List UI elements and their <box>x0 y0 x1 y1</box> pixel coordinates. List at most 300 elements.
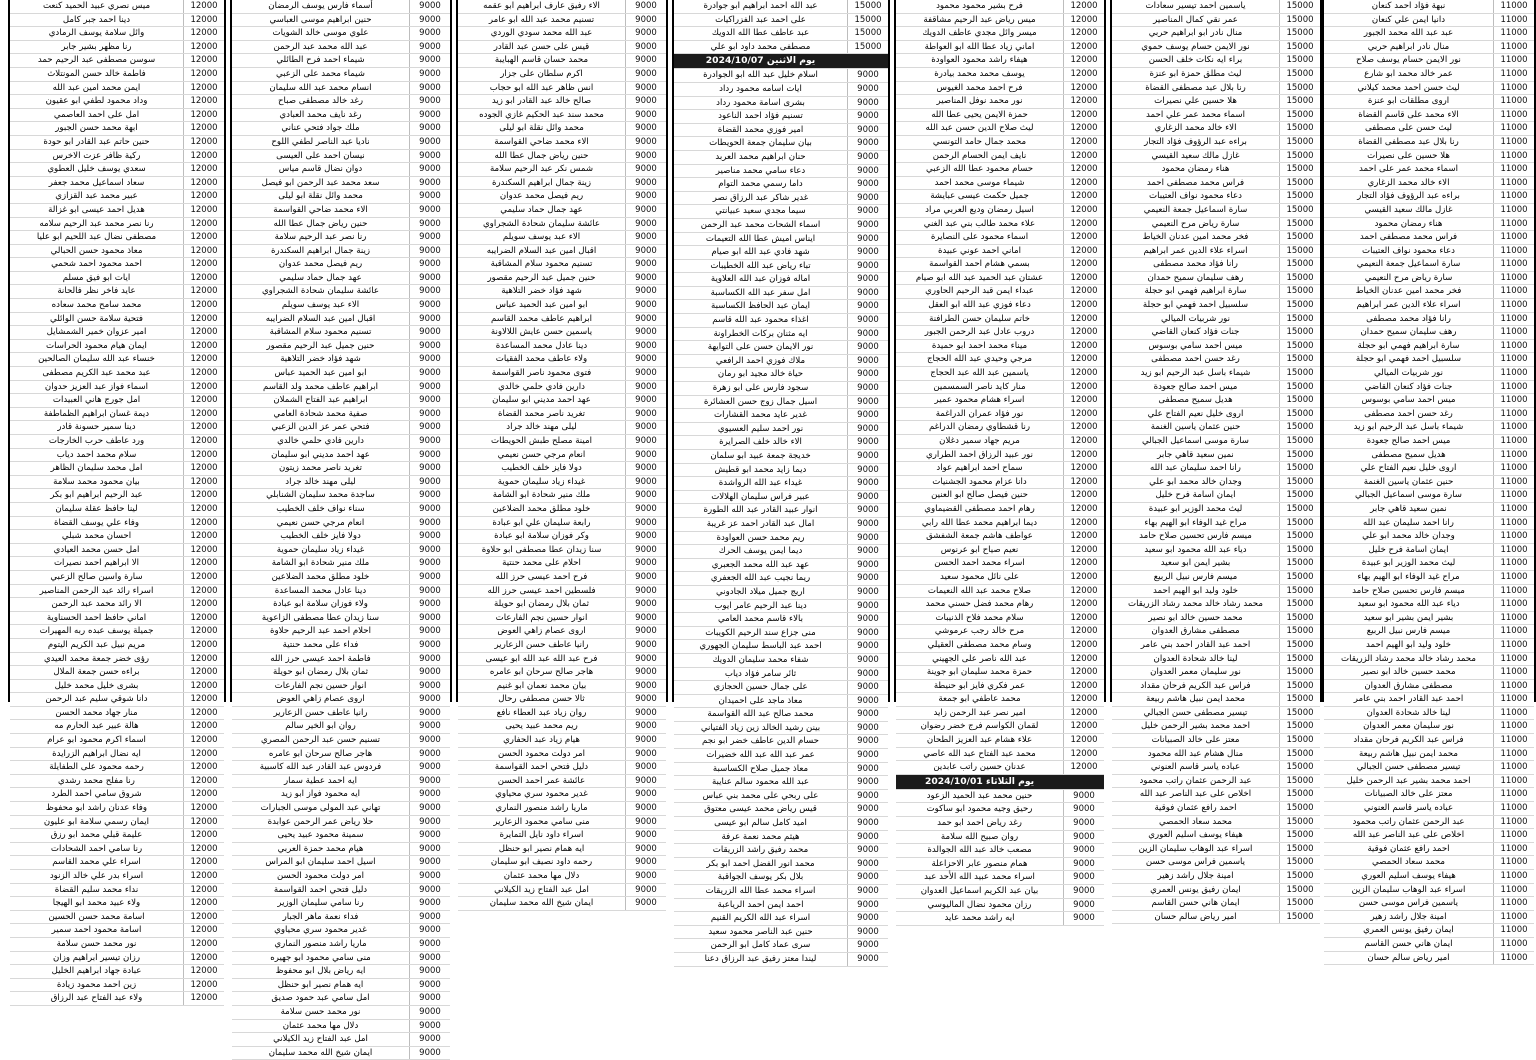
table-row <box>674 749 888 763</box>
name-cell: عبادة جهاد ابراهيم الخليل <box>51 966 142 977</box>
table-row <box>458 639 666 653</box>
name-cell: محمد حسين خالد ابو نصير <box>1148 612 1243 623</box>
table-row <box>232 150 450 164</box>
amount-cell: 11000 <box>1493 693 1534 706</box>
name-cell: ايه رياض بلال ابو محفوظ <box>275 966 366 977</box>
table-row <box>1112 109 1320 123</box>
amount-cell: 9000 <box>625 884 666 897</box>
table-row <box>1324 163 1534 177</box>
table-row <box>232 299 450 313</box>
name-cell: انسام محمد عبد الله سليمان <box>269 82 372 93</box>
amount-cell: 12000 <box>183 299 224 312</box>
name-cell: فتحي عمر عز الدين الزعبي <box>271 422 370 433</box>
name-cell: ميسم فارس تحسين صلاح حامد <box>1352 585 1465 596</box>
table-row <box>10 816 224 830</box>
amount-cell: 9000 <box>847 586 888 599</box>
amount-cell: 9000 <box>625 666 666 679</box>
table-row <box>232 231 450 245</box>
name-cell: ديمة غسان ابراهيم الظماطفة <box>43 408 150 419</box>
table-row <box>10 720 224 734</box>
amount-cell: 9000 <box>409 258 450 271</box>
name-cell: قيس على حسن عبد القادر <box>493 41 590 52</box>
table-row <box>1112 394 1320 408</box>
name-cell: انعام مرجي حسن نعيمي <box>276 517 365 528</box>
name-cell: بيان محمد نعمان ابو غنيم <box>496 680 587 691</box>
name-cell: رنا بلال عبد مصطفى القضاة <box>1145 82 1246 93</box>
table-row <box>674 817 888 831</box>
table-row <box>674 871 888 885</box>
table-row <box>458 163 666 177</box>
table-row <box>10 367 224 381</box>
name-cell: دعاء محمود نواف العتيبات <box>1362 245 1455 256</box>
table-row <box>232 897 450 911</box>
name-cell: اسراء عبد الوهاب سليمان الزين <box>1351 884 1466 895</box>
amount-cell: 15000 <box>1279 639 1320 652</box>
name-cell: امل حسن محمد العيادي <box>53 544 140 555</box>
table-row <box>232 748 450 762</box>
name-cell: امير نصر عبد الرحمن زايد <box>933 707 1026 718</box>
amount-cell: 12000 <box>183 693 224 706</box>
date-header-row <box>674 54 888 69</box>
table-row <box>232 313 450 327</box>
table-row <box>10 299 224 313</box>
amount-cell: 15000 <box>1279 258 1320 271</box>
name-cell: الاء محمد على قاسم القضاة <box>1358 109 1459 120</box>
table-row <box>896 41 1104 55</box>
table-row <box>10 421 224 435</box>
name-cell: ساجدة محمد سليمان الشنابلي <box>266 490 375 501</box>
table-row <box>1324 367 1534 381</box>
name-cell: الاء عبد يوسف سويلم <box>502 232 581 243</box>
name-cell: ماريا راشد منصور النماري <box>495 803 588 814</box>
table-row <box>1324 517 1534 531</box>
table-row <box>232 27 450 41</box>
table-row <box>458 870 666 884</box>
name-cell: ميسم فارس نبيل الربيع <box>1153 571 1238 582</box>
amount-cell: 12000 <box>1063 54 1104 67</box>
amount-cell: 9000 <box>625 231 666 244</box>
amount-cell: 15000 <box>1279 517 1320 530</box>
table-row <box>232 204 450 218</box>
names-column-2 <box>230 0 452 1058</box>
amount-cell: 9000 <box>409 190 450 203</box>
table-row <box>10 870 224 884</box>
amount-cell: 11000 <box>1493 775 1534 788</box>
amount-cell: 12000 <box>1063 177 1104 190</box>
table-row <box>232 992 450 1006</box>
amount-cell: 11000 <box>1493 598 1534 611</box>
table-row <box>1324 938 1534 952</box>
name-cell: محمد جمال حامد التونسي <box>932 136 1027 147</box>
name-cell: لينا خالد شحادة العدوان <box>1153 653 1238 664</box>
name-cell: نور شربيات الميالي <box>1373 368 1444 379</box>
name-cell: خنساء عبد الله سليمان الصالحين <box>38 354 155 365</box>
amount-cell: 9000 <box>409 992 450 1005</box>
amount-cell: 9000 <box>409 272 450 285</box>
table-row <box>458 653 666 667</box>
name-cell: دروب عادل عبد الرحمن الجبور <box>924 327 1035 338</box>
name-cell: رهف سليمان سميح حمدان <box>1360 327 1457 338</box>
table-row <box>896 912 1104 926</box>
table-row <box>232 1033 450 1047</box>
amount-cell: 9000 <box>625 476 666 489</box>
amount-cell: 9000 <box>1063 844 1104 857</box>
name-cell: محمد سند عبد الحكيم غازي الجوده <box>479 109 604 120</box>
table-row <box>896 367 1104 381</box>
amount-cell: 9000 <box>409 680 450 693</box>
name-cell: ورد عاطف حرب الخارجات <box>48 436 145 446</box>
amount-cell: 9000 <box>409 245 450 258</box>
name-cell: ملك منير شحادة ابو الشامة <box>492 490 591 501</box>
table-row <box>232 14 450 28</box>
amount-cell: 11000 <box>1493 122 1534 135</box>
name-cell: امر دولت محمود الحسن <box>276 871 365 881</box>
name-cell: عمر عبد الله عبد الله خضيرات <box>706 750 815 761</box>
table-row <box>896 245 1104 259</box>
name-cell: سنا زيدان عطا مصطفى الزاعوية <box>261 612 380 623</box>
amount-cell: 9000 <box>847 396 888 409</box>
table-row <box>458 381 666 395</box>
amount-cell: 9000 <box>409 27 450 40</box>
name-cell: بشير ايمن بشير ابو سعيد <box>1363 612 1454 623</box>
amount-cell: 9000 <box>409 326 450 339</box>
name-cell: شيماء محمد على الزعبي <box>275 68 365 79</box>
amount-cell: 9000 <box>847 504 888 517</box>
table-row <box>896 0 1104 14</box>
name-cell: رهام احمد مصطفى القضيماوي <box>924 503 1035 514</box>
table-row <box>674 491 888 505</box>
table-row <box>10 544 224 558</box>
table-row <box>1324 340 1534 354</box>
name-cell: مرجي وحيدي عبد الله الحجاج <box>927 354 1032 365</box>
table-row <box>10 775 224 789</box>
table-row <box>10 489 224 503</box>
amount-cell: 11000 <box>1493 707 1534 720</box>
name-cell: ايه احمد عطية سمار <box>283 775 358 786</box>
amount-cell: 12000 <box>183 449 224 462</box>
name-cell: لينا حافظ عقلة سليمان <box>55 503 138 514</box>
table-row <box>232 82 450 96</box>
name-cell: خلود مطلق محمد الضلاعين <box>492 503 591 514</box>
table-row <box>232 421 450 435</box>
table-row <box>1112 163 1320 177</box>
amount-cell: 15000 <box>1279 353 1320 366</box>
amount-cell: 9000 <box>625 109 666 122</box>
name-cell: هلا حسين على نصيرات <box>1367 150 1450 161</box>
name-cell: فراس عبد الكريم فرحان مقداد <box>1140 680 1251 691</box>
name-cell: ايمان شيخ الله محمد سليمان <box>268 1047 373 1058</box>
amount-cell: 9000 <box>847 341 888 354</box>
name-cell: شهد فؤاد خضر التلاهية <box>501 286 582 297</box>
amount-cell: 9000 <box>409 285 450 298</box>
table-row <box>10 666 224 680</box>
name-cell: ايه همام نصير ابو حنظل <box>498 843 585 854</box>
amount-cell: 11000 <box>1493 748 1534 761</box>
amount-cell: 9000 <box>409 68 450 81</box>
amount-cell: 12000 <box>183 788 224 801</box>
amount-cell: 9000 <box>847 858 888 871</box>
table-row <box>1324 394 1534 408</box>
table-row <box>232 884 450 898</box>
name-cell: بسمي هشام احمد القواسمة <box>929 259 1030 270</box>
name-cell: عبداء ايمن قبد الرحيم الحاوري <box>925 286 1034 297</box>
amount-cell: 12000 <box>183 190 224 203</box>
table-row <box>10 258 224 272</box>
amount-cell: 9000 <box>625 557 666 570</box>
amount-cell: 11000 <box>1493 353 1534 366</box>
table-row <box>232 340 450 354</box>
amount-cell: 11000 <box>1493 177 1534 190</box>
table-row <box>1112 680 1320 694</box>
table-row <box>674 355 888 369</box>
amount-cell: 15000 <box>1279 381 1320 394</box>
name-cell: رغد نايف محمد العبادي <box>279 109 362 120</box>
table-row <box>1324 326 1534 340</box>
table-row <box>896 258 1104 272</box>
table-row <box>674 41 888 55</box>
name-cell: ثمان بلال رمضان ابو حويلة <box>273 667 368 678</box>
name-cell: دارين فادي حلمي خالدي <box>498 381 585 392</box>
amount-cell: 11000 <box>1493 190 1534 203</box>
table-row <box>896 299 1104 313</box>
table-row <box>10 517 224 531</box>
name-cell: الاء محمد ضاحي القواسمة <box>273 204 368 215</box>
name-cell: عبد الرحيم ابراهيم ابو بكر <box>50 490 143 501</box>
amount-cell: 12000 <box>183 802 224 815</box>
table-row <box>896 899 1104 913</box>
amount-cell: 12000 <box>183 517 224 530</box>
table-row <box>674 681 888 695</box>
amount-cell: 11000 <box>1493 843 1534 856</box>
table-row <box>1324 353 1534 367</box>
name-cell: تسنيم محمد عبد الله ابو عامر <box>488 14 595 25</box>
table-row <box>1324 177 1534 191</box>
table-row <box>674 300 888 314</box>
table-row <box>1324 27 1534 41</box>
amount-cell: 15000 <box>1279 231 1320 244</box>
table-row <box>232 1047 450 1060</box>
name-cell: وكر فوزان سلامة ابو عبادة <box>494 531 589 542</box>
amount-cell: 9000 <box>409 938 450 951</box>
table-row <box>896 163 1104 177</box>
date-header-label: يوم الثلاثاء 2024/10/01 <box>924 775 1035 787</box>
table-row <box>458 122 666 136</box>
amount-cell: 9000 <box>847 572 888 585</box>
table-row <box>1112 829 1320 843</box>
amount-cell: 9000 <box>409 734 450 747</box>
name-cell: نور الايمن حسام يوسف صلاح <box>1356 55 1461 66</box>
table-row <box>10 829 224 843</box>
name-cell: محمد ايمن نبيل هاشم ربيعة <box>1146 694 1245 705</box>
table-row <box>1324 421 1534 435</box>
amount-cell: 9000 <box>625 462 666 475</box>
table-row <box>1324 856 1534 870</box>
name-cell: وائل سلامة يوسف الرمادي <box>48 28 145 39</box>
table-row <box>674 110 888 124</box>
name-cell: فتحية سلامة حسن الوائلي <box>50 313 143 324</box>
table-row <box>674 654 888 668</box>
amount-cell: 12000 <box>183 258 224 271</box>
name-cell: غدير محمود سري محياوي <box>495 789 588 800</box>
amount-cell: 9000 <box>625 27 666 40</box>
amount-cell: 11000 <box>1493 109 1534 122</box>
name-cell: الاء محمد ضاحي القواسمة <box>494 136 589 147</box>
table-row <box>1112 340 1320 354</box>
table-row <box>896 489 1104 503</box>
amount-cell: 15000 <box>1279 41 1320 54</box>
name-cell: انعام مرجي حسن نعيمي <box>497 449 586 460</box>
amount-cell: 15000 <box>1279 843 1320 856</box>
name-cell: دعاء فوزي عبد الله ابو العقل <box>928 300 1031 311</box>
name-cell: اسيل جمال زوج حسن العشائرة <box>703 396 818 407</box>
name-cell: علاء هشام عبد العزيز الطحان <box>926 735 1033 746</box>
name-cell: انوار حسين نجم الفارعات <box>495 612 588 623</box>
name-cell: اسراء محمد عبيد الله الأحد عبد <box>924 872 1035 883</box>
table-row <box>1324 41 1534 55</box>
amount-cell: 9000 <box>409 884 450 897</box>
name-cell: دليل فتحي احمد القواسمة <box>273 884 368 895</box>
name-cell: عهد احمد مديني ابو سليمان <box>492 395 591 406</box>
table-row <box>232 707 450 721</box>
table-row <box>1112 693 1320 707</box>
amount-cell: 11000 <box>1493 653 1534 666</box>
table-row <box>1324 952 1534 966</box>
amount-cell: 11000 <box>1493 938 1534 951</box>
table-row <box>232 870 450 884</box>
table-row <box>674 0 888 14</box>
amount-cell: 12000 <box>1063 734 1104 747</box>
amount-cell: 12000 <box>1063 489 1104 502</box>
table-row <box>1112 190 1320 204</box>
table-row <box>674 219 888 233</box>
table-row <box>232 965 450 979</box>
name-cell: منار جهاد محمد الحسن <box>55 707 138 718</box>
table-row <box>1324 557 1534 571</box>
name-cell: احمد محمد بشير عبد الرحمن خليل <box>1346 775 1471 786</box>
name-cell: ميس نصري عبيد الحميد كنعت <box>42 1 151 11</box>
table-row <box>896 544 1104 558</box>
name-cell: شروق سامي احمد الطرد <box>51 789 142 800</box>
table-row <box>458 476 666 490</box>
amount-cell: 9000 <box>625 136 666 149</box>
table-row <box>1324 68 1534 82</box>
name-cell: اسراء هشام محمود عمير <box>934 395 1025 406</box>
amount-cell: 12000 <box>183 340 224 353</box>
amount-cell: 9000 <box>409 381 450 394</box>
name-cell: دياء عبد الله محمود ابو سعيد <box>1357 599 1460 610</box>
name-cell: حنين رياض جمال عطا الله <box>273 218 368 229</box>
name-cell: رحمه محمود على الطفايلة <box>49 762 144 773</box>
amount-cell: 9000 <box>847 423 888 436</box>
amount-cell: 11000 <box>1493 734 1534 747</box>
table-row <box>896 95 1104 109</box>
amount-cell: 15000 <box>1279 82 1320 95</box>
amount-cell: 9000 <box>409 897 450 910</box>
amount-cell: 12000 <box>1063 394 1104 407</box>
name-cell: سلام محمد فلاح الذنيبات <box>935 612 1024 623</box>
name-cell: على احمد عبد الفزراكيات <box>715 14 806 25</box>
name-cell: غيداء عبد الله الرواشدة <box>718 478 803 489</box>
name-cell: نور عبيد الرزاق احمد الطراري <box>926 449 1033 460</box>
table-row <box>232 367 450 381</box>
table-row <box>458 367 666 381</box>
name-cell: دينا سمير حسونة قادر <box>57 422 136 433</box>
name-cell: امير فوزي محمد القضاة <box>717 124 804 135</box>
amount-cell: 9000 <box>409 231 450 244</box>
name-cell: وفاء عدنان راشد ابو محفوظ <box>45 803 148 814</box>
table-row <box>674 790 888 804</box>
name-cell: شمس نكر عبد الرحيم سلامة <box>489 164 594 175</box>
name-cell: عبد الله محمد سودي الوردي <box>490 28 593 39</box>
table-row <box>674 69 888 83</box>
name-cell: قيس رياض محمد عيسى معتوق <box>704 804 817 815</box>
name-cell: غيداء زياد سليمان حموية <box>276 544 365 555</box>
table-row <box>896 666 1104 680</box>
table-row <box>232 680 450 694</box>
name-cell: ريم فيصل محمد عدوان <box>278 259 363 270</box>
table-row <box>458 612 666 626</box>
amount-cell: 9000 <box>847 205 888 218</box>
amount-cell: 12000 <box>1063 707 1104 720</box>
table-row <box>232 761 450 775</box>
table-row <box>896 790 1104 804</box>
name-cell: سناء نواف خلف الخطيب <box>276 503 365 514</box>
amount-cell: 9000 <box>847 912 888 925</box>
amount-cell: 9000 <box>409 816 450 829</box>
amount-cell: 9000 <box>625 517 666 530</box>
amount-cell: 9000 <box>847 681 888 694</box>
table-row <box>458 68 666 82</box>
table-row <box>674 831 888 845</box>
name-cell: رغد حسن احمد مصطفى <box>1364 408 1453 419</box>
amount-cell: 12000 <box>183 992 224 1005</box>
table-row <box>458 54 666 68</box>
name-cell: ريم محمد حسن العواودة <box>716 532 805 543</box>
amount-cell: 12000 <box>183 612 224 625</box>
amount-cell: 9000 <box>625 122 666 135</box>
table-row <box>896 844 1104 858</box>
amount-cell: 9000 <box>847 803 888 816</box>
amount-cell: 15000 <box>1279 884 1320 897</box>
name-cell: ليث حسن احمد محمد كيلاني <box>1357 82 1460 93</box>
name-cell: نور شربيات الميالي <box>1160 313 1231 324</box>
amount-cell: 11000 <box>1493 639 1534 652</box>
name-cell: ملك جواد فتحي عناني <box>281 123 360 134</box>
name-cell: سلسبيل احمد فهمي ابو حجلة <box>1355 354 1462 365</box>
name-cell: عبد عبد الله محمد الجبور <box>1363 28 1454 39</box>
name-cell: ايمان هاني حسن القاسم <box>1364 938 1453 949</box>
name-cell: وفاء علي يوسف القضاة <box>53 517 140 528</box>
amount-cell: 9000 <box>847 477 888 490</box>
table-row <box>232 734 450 748</box>
amount-cell: 9000 <box>409 476 450 489</box>
name-cell: هديل سميح مصطفى <box>1371 449 1446 460</box>
name-cell: ايناس اميش عطا الله التعيمات <box>705 233 816 244</box>
name-cell: اسماء الشحات محمد عبد الرحمن <box>700 219 821 230</box>
amount-cell: 15000 <box>1279 625 1320 638</box>
amount-cell: 12000 <box>1063 720 1104 733</box>
amount-cell: 11000 <box>1493 95 1534 108</box>
name-cell: سارة ابراهيم فهمي ابو حجلة <box>1357 340 1460 351</box>
name-cell: زين احمد محمود زيادة <box>56 979 137 990</box>
table-row <box>458 802 666 816</box>
amount-cell: 11000 <box>1493 381 1534 394</box>
name-cell: ايمان عبد الحافظ الكساسبة <box>711 301 810 312</box>
amount-cell: 12000 <box>183 571 224 584</box>
amount-cell: 9000 <box>847 600 888 613</box>
amount-cell: 9000 <box>625 54 666 67</box>
table-row <box>1112 435 1320 449</box>
